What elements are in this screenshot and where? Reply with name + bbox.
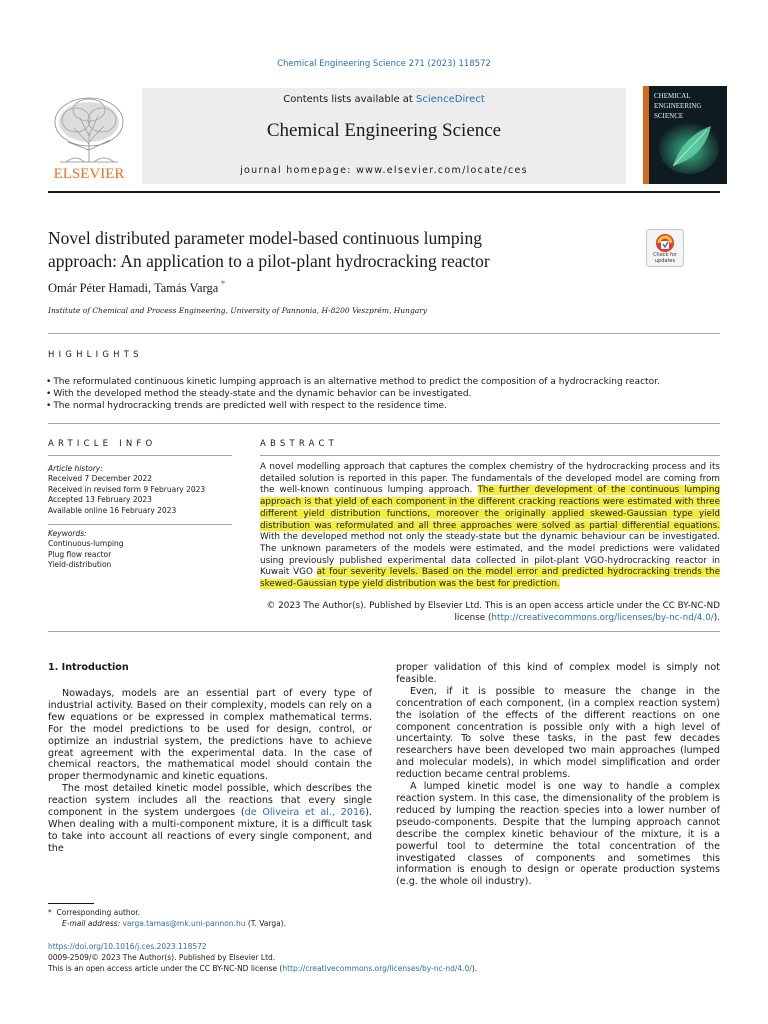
footnote: * Corresponding author. E-mail address: varga.tamas@mk.uni-pannon.hu (T. Varga). bbox=[48, 908, 286, 928]
oa-license-link[interactable]: http://creativecommons.org/licenses/by-nc-nd/4.0/ bbox=[282, 964, 472, 973]
body-left-column bbox=[48, 688, 372, 855]
article-title: Novel distributed parameter model-based continuous lumping approach: An application to a pilot-plant hydrocracking reactor bbox=[48, 228, 490, 271]
footnote-mark: * bbox=[48, 908, 52, 917]
check-for-updates-button[interactable] bbox=[646, 229, 684, 267]
cover-title: CHEMICAL ENGINEERING SCIENCE bbox=[654, 92, 702, 120]
paragraph: A lumped kinetic model is one way to handle a complex reaction system. In this case, the dimensionality of the problem is reduced by lumping the reaction species into a lower number of pseudo-components. Despite that the lumping approach cannot describe the complex kinetic behaviour of the mixture, it is a powerful tool to determine the total concentration of the investigated classes of components and sometimes this information is enough to design or operate production systems (e.g. the whole oil industry). bbox=[396, 781, 720, 888]
authors: Omár Péter Hamadi, Tamás Varga * bbox=[48, 279, 226, 296]
highlight-item: • The reformulated continuous kinetic lumping approach is an alternative method to predict the composition of a hydrocracking reactor. bbox=[46, 376, 726, 388]
sciencedirect-link[interactable]: ScienceDirect bbox=[416, 94, 485, 105]
paragraph: Nowadays, models are an essential part of every type of industrial activity. Based on their complexity, models can rely on a few equations or be expressed in complex mathematical terms. For the model predictions to be used for design, control, or optimize an industrial system, the predictions have to achieve great agreement with the experimental data. In the case of chemical reactors, the mathematical model should contain the proper thermodynamic and kinetic equations. bbox=[48, 688, 372, 783]
abstract-text: A novel modelling approach that captures the complex chemistry of the hydrocracking process and its detailed solution is reported in this paper. The fundamentals of the developed model are coming from the well-known continuous lumping approach. The further development of the continuous lumping approach is that yield of each component in the different cracking reactions were estimated with three different yield distribution functions, moreover the originally applied skewed-Gaussian type yield distribution was reformulated and all three approaches were solved as partial differential equations. With the developed method not only the steady-state but the dynamic behaviour can be investigated. The unknown parameters of the models were estimated, and the model predictions were validated using previously published experimental data collected in pilot-plant VGO-hydrocracking reactor in Kuwait VGO at four severity levels. Based on the model error and predicted hydrocracking trends the skewed-Gaussian type yield distribution was the best for prediction. bbox=[260, 462, 720, 590]
history-accepted: Accepted 13 February 2023 bbox=[48, 495, 152, 505]
keyword: Continuous-lumping bbox=[48, 539, 124, 549]
contents-line bbox=[142, 94, 626, 105]
journal-cover-image bbox=[643, 86, 727, 184]
abstract-highlight: at four severity levels. Based on the model error and predicted hydrocracking trends the skewed-Gaussian type yield distribution was the best for prediction. bbox=[260, 567, 720, 590]
abstract-heading: ABSTRACT bbox=[260, 439, 339, 449]
license-link[interactable]: http://creativecommons.org/licenses/by-nc-nd/4.0/ bbox=[491, 612, 714, 623]
article-info bbox=[48, 464, 232, 571]
article-info-heading: ARTICLE INFO bbox=[48, 439, 157, 449]
keyword: Yield-distribution bbox=[48, 560, 112, 570]
history-received: Received 7 December 2022 bbox=[48, 474, 153, 484]
issn-line: 0009-2509/© 2023 The Author(s). Published by Elsevier Ltd. bbox=[48, 953, 276, 962]
journal-homepage[interactable]: journal homepage: www.elsevier.com/locate/ces bbox=[240, 165, 528, 176]
check-updates-label: Check for updates bbox=[653, 252, 677, 264]
author-email-link[interactable]: varga.tamas@mk.uni-pannon.hu bbox=[122, 919, 246, 928]
elsevier-logo bbox=[46, 92, 132, 184]
rule-below-highlights bbox=[48, 423, 720, 424]
corresponding-author-mark[interactable]: * bbox=[220, 279, 226, 289]
contents-prefix: Contents lists available at bbox=[283, 94, 417, 105]
highlight-item: • With the developed method the steady-state and the dynamic behavior can be investigated. bbox=[46, 388, 726, 400]
rule-below-abstract bbox=[48, 631, 720, 632]
introduction-heading: 1. Introduction bbox=[48, 662, 129, 673]
doi-link[interactable]: https://doi.org/10.1016/j.ces.2023.118572 bbox=[48, 942, 207, 951]
journal-title: Chemical Engineering Science bbox=[266, 120, 502, 141]
affiliation: Institute of Chemical and Process Engineering, University of Pannonia, H-8200 Veszprém, Hungary bbox=[48, 306, 428, 315]
highlights-list bbox=[46, 376, 726, 413]
footnote-rule bbox=[48, 903, 94, 904]
elsevier-tree-icon bbox=[46, 92, 132, 184]
header-rule bbox=[48, 191, 720, 193]
citation-link[interactable]: de Oliveira et al., 2016 bbox=[244, 807, 366, 819]
abstract-highlight: The further development of the continuous lumping approach is that yield of each component in the different cracking reactions were estimated with three different yield distribution functions, moreover the originally applied skewed-Gaussian type yield distribution was reformulated and all three approaches were solved as partial differential equations. bbox=[260, 485, 720, 531]
elsevier-wordmark: ELSEVIER bbox=[53, 166, 125, 182]
keywords-heading: Keywords: bbox=[48, 529, 87, 539]
body-right-column bbox=[396, 662, 720, 888]
keyword: Plug flow reactor bbox=[48, 549, 112, 559]
abstract-rule bbox=[260, 455, 720, 456]
doi-block: https://doi.org/10.1016/j.ces.2023.118572 0009-2509/© 2023 The Author(s). Published by Elsevier Ltd. This is an open access article under the CC BY-NC-ND license (http://creativecommons.org/licenses/by-nc-nd/4.0/). bbox=[48, 941, 728, 974]
history-heading: Article history: bbox=[48, 464, 103, 473]
highlight-item: • The normal hydrocracking trends are predicted well with respect to the residence time. bbox=[46, 400, 726, 412]
paragraph: proper validation of this kind of complex model is simply not feasible. bbox=[396, 662, 720, 685]
article-info-rule bbox=[48, 455, 232, 456]
keywords-rule bbox=[48, 524, 232, 525]
email-label: E-mail address: bbox=[62, 919, 123, 928]
paragraph: The most detailed kinetic model possible, which describes the reaction system includes all the reactions that every single component in the system undergoes (de Oliveira et al., 2016). When dealing with a multi-component mixture, it is a difficult task to take into account all reactions of every single component, and the bbox=[48, 783, 372, 854]
journal-reference-link[interactable]: Chemical Engineering Science 271 (2023) 118572 bbox=[277, 59, 491, 69]
paragraph: Even, if it is possible to measure the change in the concentration of each component, (in a complex reaction system) the isolation of the effects of the different reactions on one component concentration is possible only with a high level of uncertainty. To solve these tasks, in the past few decades researchers have been developed two main approaches (lumped and molecular models), in which model simplification and order reduction became central problems. bbox=[396, 685, 720, 781]
history-revised: Received in revised form 9 February 2023 bbox=[48, 484, 206, 494]
abstract-copyright: © 2023 The Author(s). Published by Elsevier Ltd. This is an open access article under the CC BY-NC-ND license (http://creativecommons.org/licenses/by-nc-nd/4.0/). bbox=[266, 601, 720, 623]
highlights-heading: HIGHLIGHTS bbox=[48, 350, 143, 360]
history-online: Available online 16 February 2023 bbox=[48, 505, 177, 515]
rule-above-highlights bbox=[48, 333, 720, 334]
footnote-corresponding: Corresponding author. bbox=[56, 908, 141, 917]
